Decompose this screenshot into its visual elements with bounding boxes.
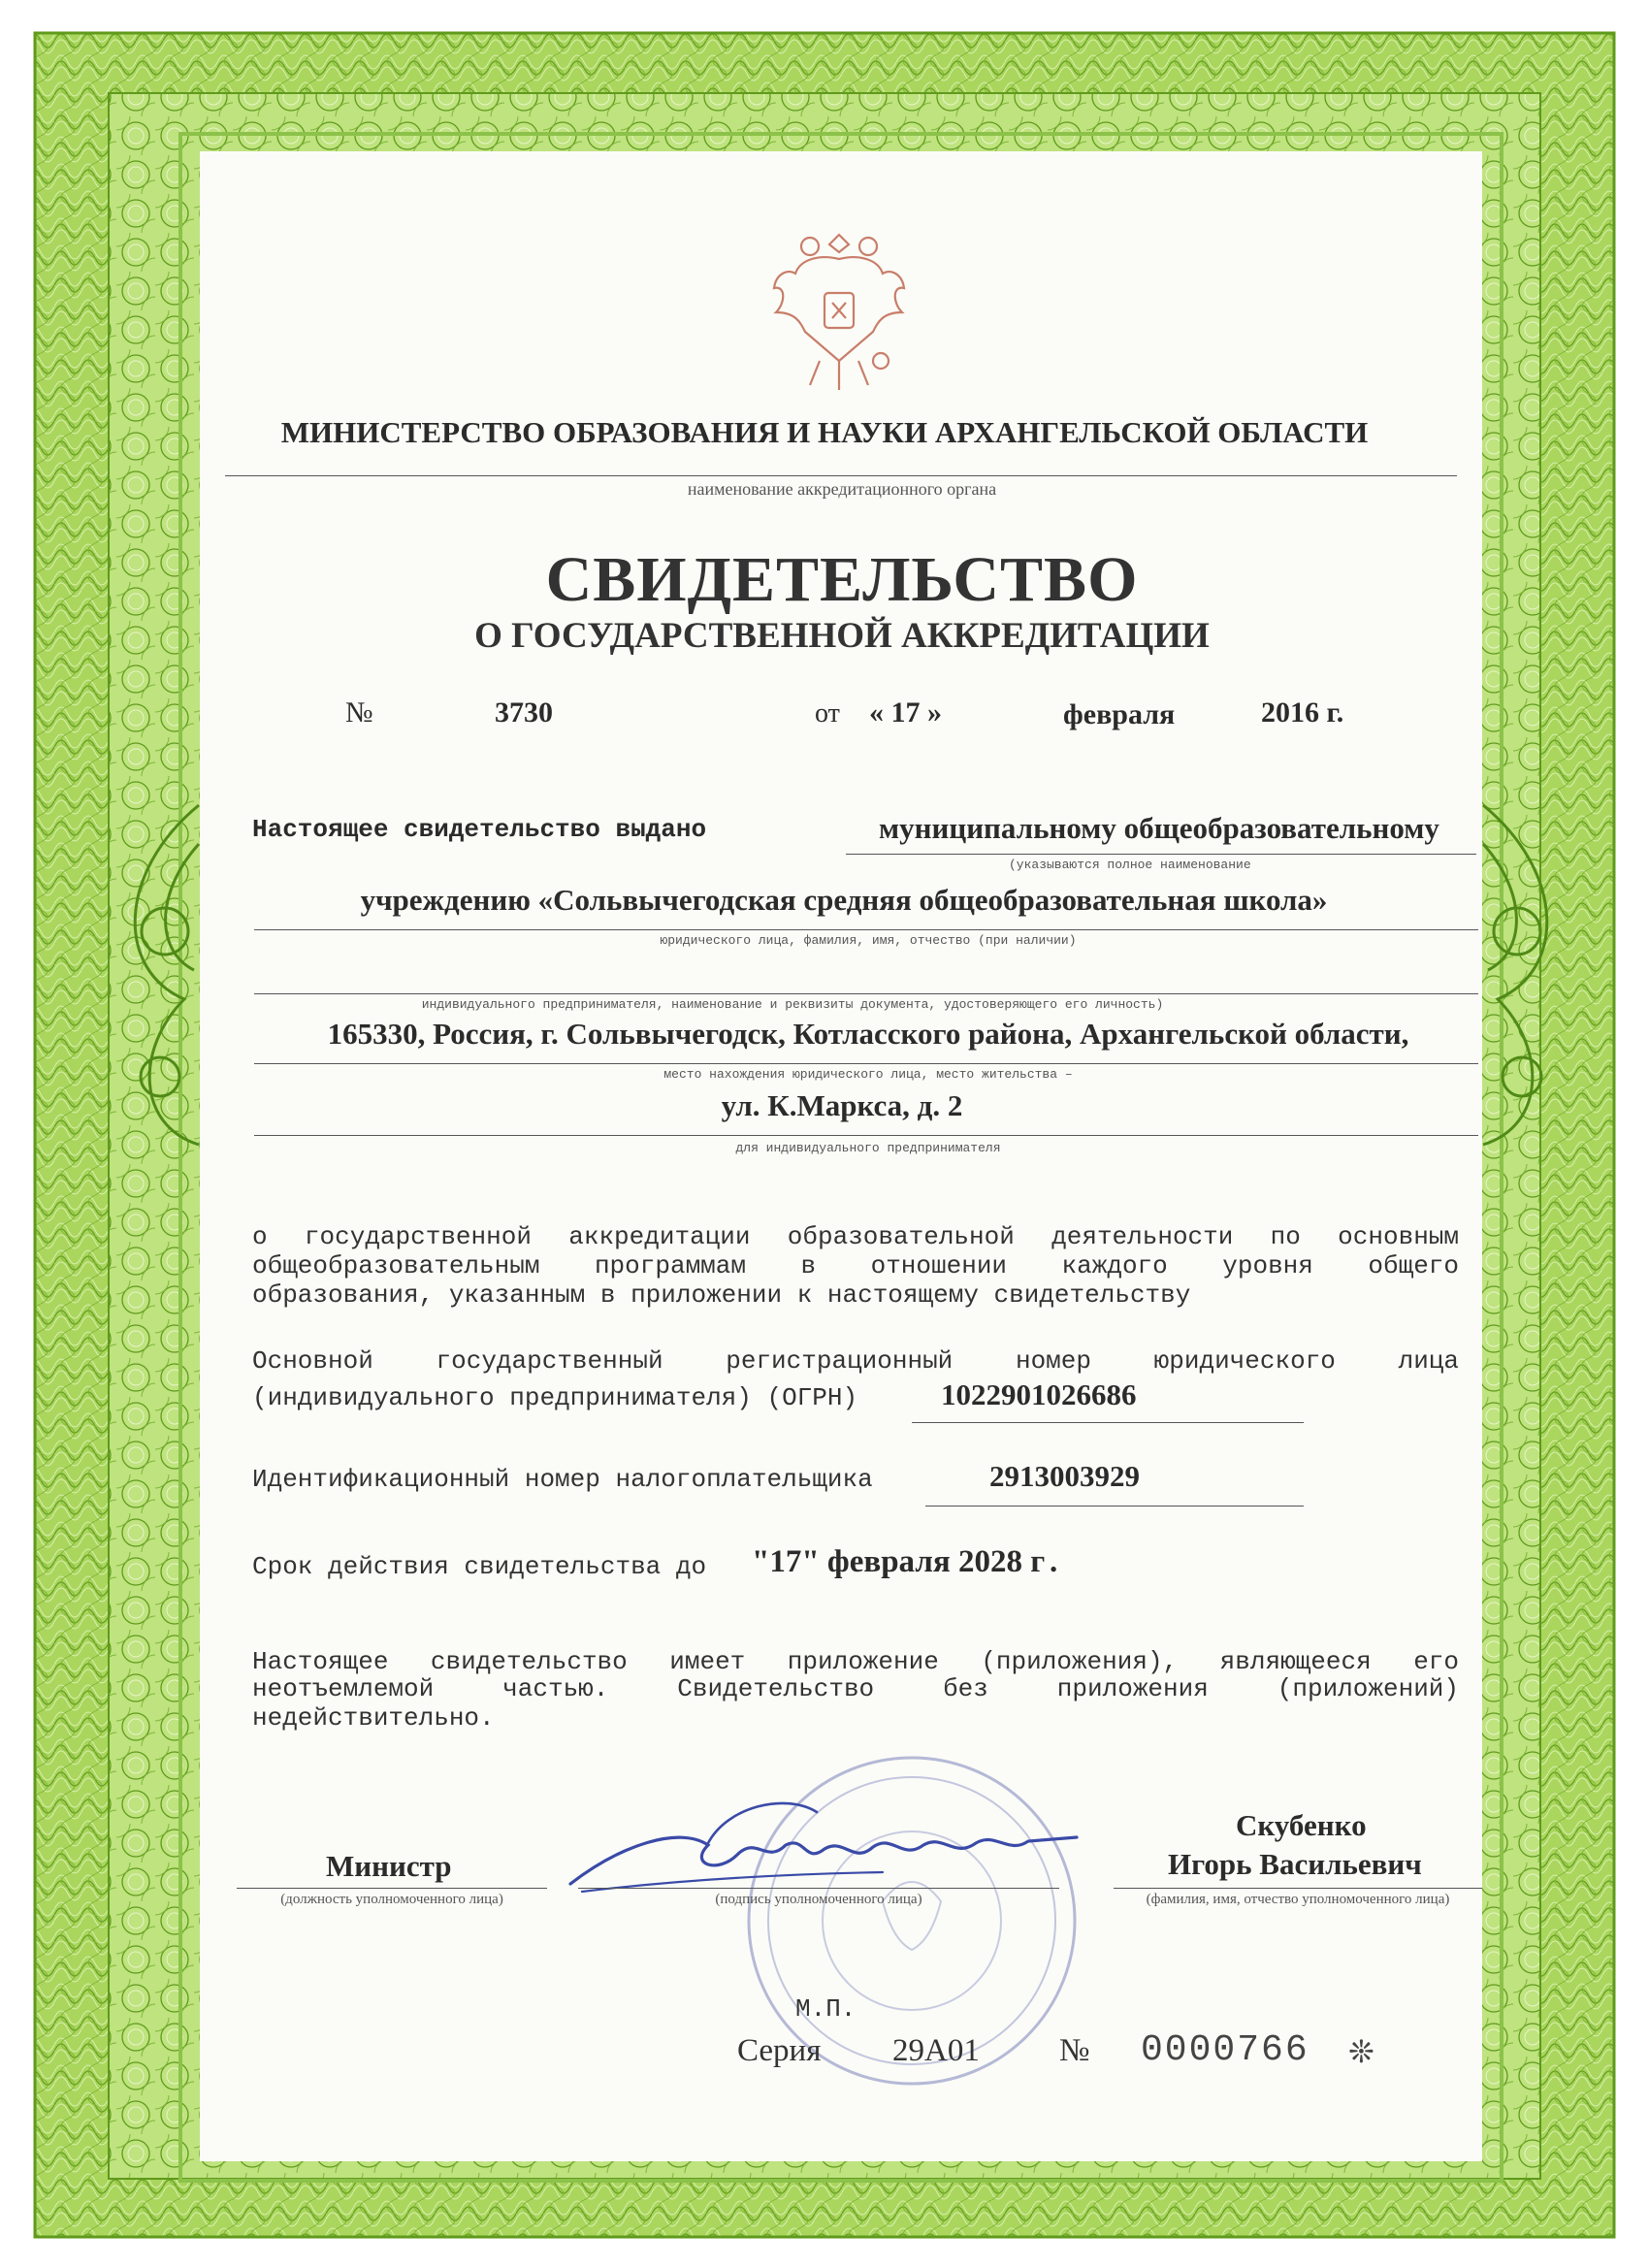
validity-label: Срок действия свидетельства до [252, 1552, 707, 1581]
issue-year: 2016 г. [1261, 697, 1344, 729]
inn-label: Идентификационный номер налогоплательщика [252, 1465, 873, 1494]
series-label: Серия [737, 2033, 822, 2068]
series-value: 29А01 [892, 2033, 980, 2068]
accreditation-text-line2: общеобразовательным программам в отношении каждого уровня общего [252, 1251, 1459, 1280]
issue-number-sign: № [345, 697, 373, 729]
certificate-subtitle: О ГОСУДАРСТВЕННОЙ АККРЕДИТАЦИИ [474, 616, 1210, 656]
series-number-sign: № [1059, 2033, 1090, 2068]
holder-caption4: место нахождения юридического лица, место жительства – [663, 1067, 1073, 1082]
issue-day: « 17 » [869, 697, 942, 729]
ogrn-label: (индивидуального предпринимателя) (ОГРН) [252, 1383, 858, 1412]
signer-name-caption: (фамилия, имя, отчество уполномоченного лица) [1146, 1892, 1450, 1907]
signature-caption: (подпись уполномоченного лица) [715, 1892, 922, 1907]
double-headed-eagle-icon [766, 215, 912, 400]
validity-dot: . [1050, 1544, 1058, 1579]
signer-given-names: Игорь Васильевич [1168, 1847, 1422, 1881]
holder-caption3: индивидуального предпринимателя, наименование и реквизиты документа, удостоверяющего его личность) [421, 997, 1164, 1012]
authority-name: МИНИСТЕРСТВО ОБРАЗОВАНИЯ И НАУКИ АРХАНГЕЛЬСКОЙ ОБЛАСТИ [280, 415, 1369, 449]
validity-value: "17" февраля 2028 г [752, 1544, 1046, 1579]
holder-caption2: юридического лица, фамилия, имя, отчество (при наличии) [660, 933, 1077, 948]
issue-number: 3730 [495, 697, 553, 729]
signer-position: Министр [326, 1849, 452, 1883]
signer-position-caption: (должность уполномоченного лица) [280, 1892, 503, 1907]
holder-caption5: для индивидуального предпринимателя [735, 1141, 1001, 1155]
holder-name-line1: муниципальному общеобразовательному [879, 811, 1439, 845]
annex-text-line3: недействительно. [252, 1703, 495, 1733]
holder-name-line2: учреждению «Сольвычегодская средняя общеобразовательная школа» [360, 883, 1328, 917]
series-number: 0000766 [1141, 2029, 1310, 2071]
holder-address-line2: ул. К.Маркса, д. 2 [721, 1088, 963, 1122]
accreditation-text-line3: образования, указанным в приложении к настоящему свидетельству [252, 1280, 1191, 1310]
stamp-label: М.П. [795, 1994, 857, 2024]
authority-caption: наименование аккредитационного органа [687, 479, 997, 499]
holder-lead: Настоящее свидетельство выдано [252, 815, 707, 844]
annex-text-line2: неотъемлемой частью. Свидетельство без приложения (приложений) [252, 1674, 1459, 1703]
accreditation-text-line1: о государственной аккредитации образовательной деятельности по основным [252, 1222, 1459, 1251]
holder-caption1: (указываются полное наименование [1009, 858, 1251, 872]
signer-surname: Скубенко [1236, 1808, 1367, 1842]
holder-address-line1: 165330, Россия, г. Сольвычегодск, Котласского района, Архангельской области, [327, 1017, 1409, 1051]
ogrn-label-line1: Основной государственный регистрационный номер юридического лица [252, 1346, 1459, 1376]
annex-text-line1: Настоящее свидетельство имеет приложение (приложения), являющееся его [252, 1647, 1459, 1676]
ogrn-value: 1022901026686 [941, 1377, 1137, 1411]
series-mark-icon: ❊ [1348, 2034, 1374, 2069]
issue-month: февраля [1063, 698, 1176, 730]
issue-from: от [815, 698, 840, 729]
certificate-title: СВИДЕТЕЛЬСТВО [545, 544, 1139, 615]
inn-value: 2913003929 [989, 1459, 1140, 1493]
